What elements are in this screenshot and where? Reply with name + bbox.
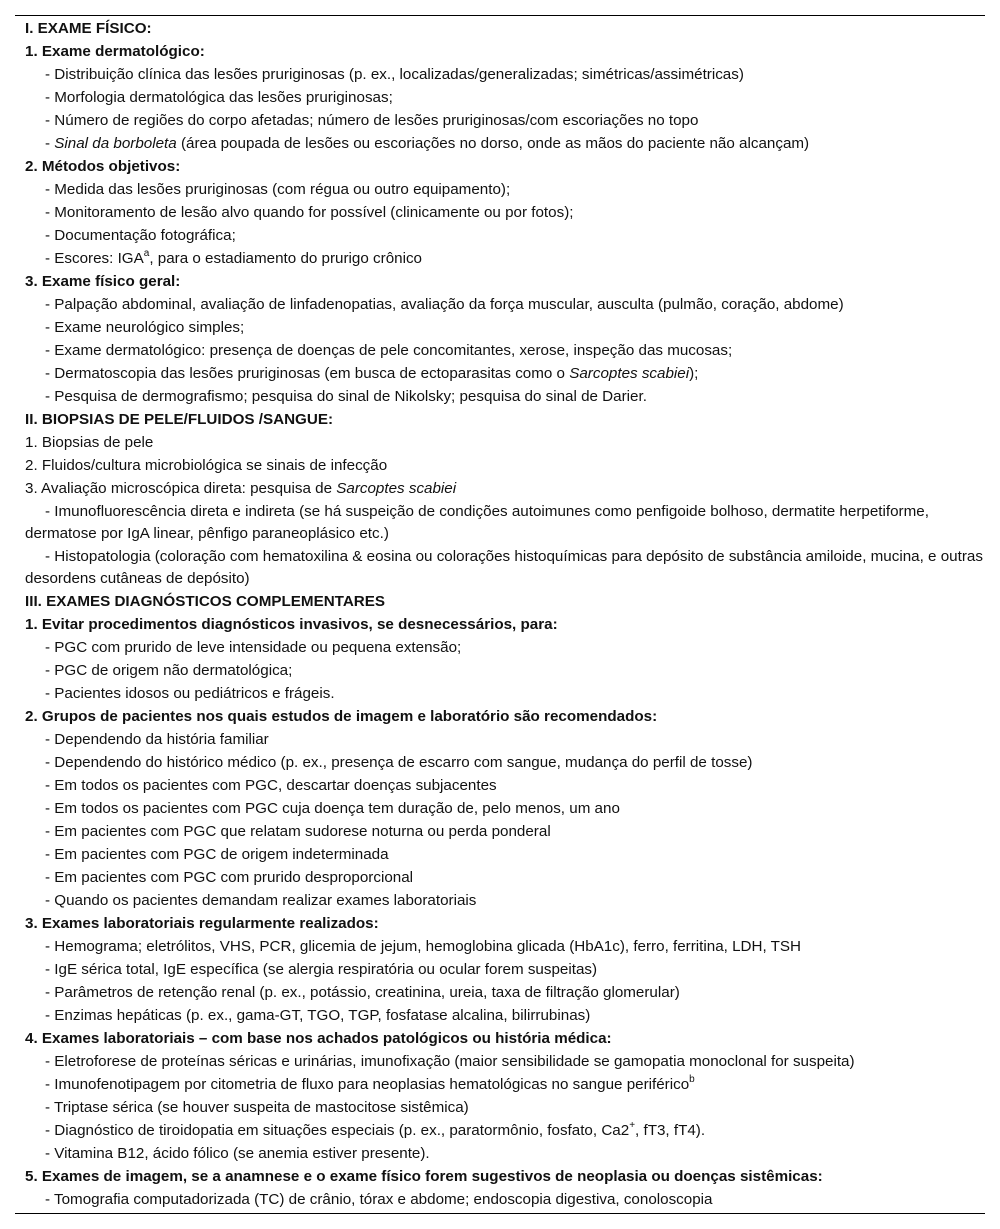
list-item: - Parâmetros de retenção renal (p. ex., potássio, creatinina, ureia, taxa de filtração glomerular) <box>45 984 680 1001</box>
footnote-mark-a: a <box>143 247 150 259</box>
list-item: - Eletroforese de proteínas séricas e urinárias, imunofixação (maior sensibilidade se gamopatia monoclonal for suspeita) <box>45 1053 855 1070</box>
subsection-title-evitar-procedimentos: 1. Evitar procedimentos diagnósticos invasivos, se desnecessários, para: <box>25 616 558 633</box>
list-item: - IgE sérica total, IgE específica (se alergia respiratória ou ocular forem suspeitas) <box>45 961 598 978</box>
footnote-mark-b: b <box>689 1073 695 1085</box>
bottom-rule <box>15 1213 985 1214</box>
list-item: - Pacientes idosos ou pediátricos e frágeis. <box>45 685 335 702</box>
list-item: - Vitamina B12, ácido fólico (se anemia estiver presente). <box>45 1145 430 1162</box>
list-item-text: , fT3, fT4). <box>635 1122 706 1139</box>
section-title-biopsias: II. BIOPSIAS DE PELE/FLUIDOS /SANGUE: <box>25 411 334 428</box>
list-item: 1. Biopsias de pele <box>25 434 154 451</box>
subsection-title-exames-imagem: 5. Exames de imagem, se a anamnese e o exame físico forem sugestivos de neoplasia ou doenças sistêmicas: <box>25 1168 823 1185</box>
list-item-wrapped: - Histopatologia (coloração com hematoxilina & eosina ou colorações histoquímicas para depósito de substância amiloide, mucina, e outras desordens cutâneas de depósito) <box>25 548 983 587</box>
list-item: - Medida das lesões pruriginosas (com régua ou outro equipamento); <box>45 181 511 198</box>
list-item: - Dependendo do histórico médico (p. ex., presença de escarro com sangue, mudança do perfil de tosse) <box>45 754 753 771</box>
list-item: 2. Fluidos/cultura microbiológica se sinais de infecção <box>25 457 388 474</box>
list-item: - Documentação fotográfica; <box>45 227 236 244</box>
list-item-text: - Dermatoscopia das lesões pruriginosas (em busca de ectoparasitas como o <box>45 365 570 382</box>
list-item <box>25 132 985 155</box>
list-item-text: - Escores: IGA <box>45 250 144 267</box>
list-item: - Pesquisa de dermografismo; pesquisa do sinal de Nikolsky; pesquisa do sinal de Darier. <box>45 388 647 405</box>
list-item: - Monitoramento de lesão alvo quando for possível (clinicamente ou por fotos); <box>45 204 574 221</box>
list-item-text: - Imunofenotipagem por citometria de fluxo para neoplasias hematológicas no sangue periférico <box>45 1076 690 1093</box>
section-title-exame-fisico: I. EXAME FÍSICO: <box>25 20 152 37</box>
list-item <box>25 477 985 500</box>
list-item-italic: Sarcoptes scabiei <box>569 365 690 382</box>
superscript-plus: + <box>629 1119 636 1131</box>
list-item: - Dependendo da história familiar <box>45 731 269 748</box>
subsection-title-dermatologico: 1. Exame dermatológico: <box>25 43 205 60</box>
list-item-text: - Diagnóstico de tiroidopatia em situações especiais (p. ex., paratormônio, fosfato, Ca2 <box>45 1122 630 1139</box>
list-item-wrapped: - Imunofluorescência direta e indireta (se há suspeição de condições autoimunes como penfigoide bolhoso, dermatite herpetiforme, dermatose por IgA linear, pênfigo paraneoplásico etc.) <box>25 503 929 542</box>
list-item: - Exame dermatológico: presença de doenças de pele concomitantes, xerose, inspeção das mucosas; <box>45 342 733 359</box>
list-item-text: ); <box>689 365 699 382</box>
list-item: - Em todos os pacientes com PGC cuja doença tem duração de, pelo menos, um ano <box>45 800 620 817</box>
list-item: - Morfologia dermatológica das lesões pruriginosas; <box>45 89 393 106</box>
list-item: - PGC com prurido de leve intensidade ou pequena extensão; <box>45 639 462 656</box>
list-item-text: 3. Avaliação microscópica direta: pesquisa de <box>25 480 337 497</box>
list-item: - Em todos os pacientes com PGC, descartar doenças subjacentes <box>45 777 497 794</box>
list-item: - Em pacientes com PGC com prurido desproporcional <box>45 869 414 886</box>
list-item: - Hemograma; eletrólitos, VHS, PCR, glicemia de jejum, hemoglobina glicada (HbA1c), ferro, ferritina, LDH, TSH <box>45 938 802 955</box>
list-item <box>25 247 985 270</box>
table-body <box>25 17 985 1211</box>
list-item-italic: Sarcoptes scabiei <box>336 480 457 497</box>
list-item: - Palpação abdominal, avaliação de linfadenopatias, avaliação da força muscular, ausculta (pulmão, coração, abdome) <box>45 296 844 313</box>
subsection-title-exames-achados: 4. Exames laboratoriais – com base nos achados patológicos ou história médica: <box>25 1030 612 1047</box>
list-item-prefix: - <box>45 135 55 152</box>
list-item: - Exame neurológico simples; <box>45 319 245 336</box>
list-item <box>25 1073 985 1096</box>
list-item: - Número de regiões do corpo afetadas; número de lesões pruriginosas/com escoriações no topo <box>45 112 699 129</box>
list-item: - Distribuição clínica das lesões pruriginosas (p. ex., localizadas/generalizadas; simétricas/assimétricas) <box>45 66 744 83</box>
list-item-italic: Sinal da borboleta <box>54 135 177 152</box>
subsection-title-grupos-pacientes: 2. Grupos de pacientes nos quais estudos de imagem e laboratório são recomendados: <box>25 708 658 725</box>
list-item <box>25 362 985 385</box>
list-item <box>25 1119 985 1142</box>
subsection-title-metodos-objetivos: 2. Métodos objetivos: <box>25 158 181 175</box>
list-item: - Em pacientes com PGC que relatam sudorese noturna ou perda ponderal <box>45 823 551 840</box>
list-item-text: , para o estadiamento do prurigo crônico <box>149 250 423 267</box>
top-rule <box>15 15 985 16</box>
list-item-text: (área poupada de lesões ou escoriações no dorso, onde as mãos do paciente não alcançam) <box>176 135 810 152</box>
list-item: - Enzimas hepáticas (p. ex., gama-GT, TGO, TGP, fosfatase alcalina, bilirrubinas) <box>45 1007 591 1024</box>
subsection-title-exame-fisico-geral: 3. Exame físico geral: <box>25 273 181 290</box>
subsection-title-exames-regulares: 3. Exames laboratoriais regularmente realizados: <box>25 915 379 932</box>
list-item: - Tomografia computadorizada (TC) de crânio, tórax e abdome; endoscopia digestiva, conoloscopia <box>45 1191 713 1208</box>
list-item: - Quando os pacientes demandam realizar exames laboratoriais <box>45 892 477 909</box>
list-item: - Em pacientes com PGC de origem indeterminada <box>45 846 389 863</box>
list-item: - Triptase sérica (se houver suspeita de mastocitose sistêmica) <box>45 1099 469 1116</box>
list-item: - PGC de origem não dermatológica; <box>45 662 293 679</box>
section-title-exames-complementares: III. EXAMES DIAGNÓSTICOS COMPLEMENTARES <box>25 593 386 610</box>
